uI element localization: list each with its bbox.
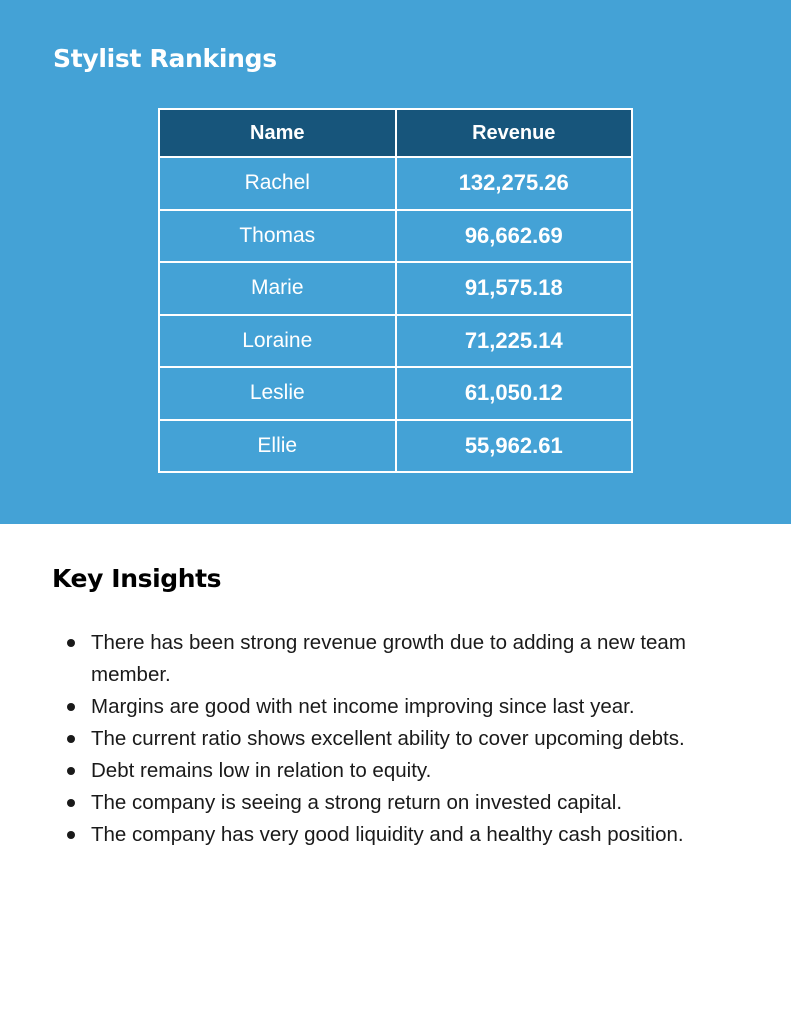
bullet-icon xyxy=(67,639,75,647)
stylist-revenue: 91,575.18 xyxy=(396,262,633,315)
stylist-name: Leslie xyxy=(159,367,396,420)
table-row xyxy=(159,262,632,315)
table-row xyxy=(159,315,632,368)
insight-text: The company has very good liquidity and a healthy cash position. xyxy=(91,823,684,846)
bullet-icon xyxy=(67,799,75,807)
table-row xyxy=(159,157,632,210)
column-header-revenue: Revenue xyxy=(396,109,633,157)
stylist-revenue: 71,225.14 xyxy=(396,315,633,368)
list-item xyxy=(65,723,755,755)
stylist-rankings-table xyxy=(158,108,633,473)
column-header-name: Name xyxy=(159,109,396,157)
stylist-revenue: 96,662.69 xyxy=(396,210,633,263)
insight-text: The current ratio shows excellent ability to cover upcoming debts. xyxy=(91,727,685,750)
bullet-icon xyxy=(67,703,75,711)
list-item xyxy=(65,691,755,723)
insight-text: Debt remains low in relation to equity. xyxy=(91,759,432,782)
insight-text: There has been strong revenue growth due to adding a new team member. xyxy=(91,631,686,686)
stylist-revenue: 55,962.61 xyxy=(396,420,633,473)
table-header-row xyxy=(159,109,632,157)
key-insights-list xyxy=(65,627,755,851)
stylist-name: Loraine xyxy=(159,315,396,368)
table-row xyxy=(159,210,632,263)
stylist-name: Rachel xyxy=(159,157,396,210)
table-row xyxy=(159,367,632,420)
insight-text: The company is seeing a strong return on invested capital. xyxy=(91,791,623,814)
stylist-revenue: 61,050.12 xyxy=(396,367,633,420)
key-insights-heading: Key Insights xyxy=(52,564,222,593)
bullet-icon xyxy=(67,831,75,839)
list-item xyxy=(65,755,755,787)
insight-text: Margins are good with net income improving since last year. xyxy=(91,695,635,718)
list-item xyxy=(65,627,755,691)
stylist-name: Marie xyxy=(159,262,396,315)
table-row xyxy=(159,420,632,473)
page-title: Stylist Rankings xyxy=(53,44,277,73)
bullet-icon xyxy=(67,735,75,743)
list-item xyxy=(65,819,755,851)
stylist-name: Ellie xyxy=(159,420,396,473)
list-item xyxy=(65,787,755,819)
stylist-revenue: 132,275.26 xyxy=(396,157,633,210)
bullet-icon xyxy=(67,767,75,775)
stylist-name: Thomas xyxy=(159,210,396,263)
